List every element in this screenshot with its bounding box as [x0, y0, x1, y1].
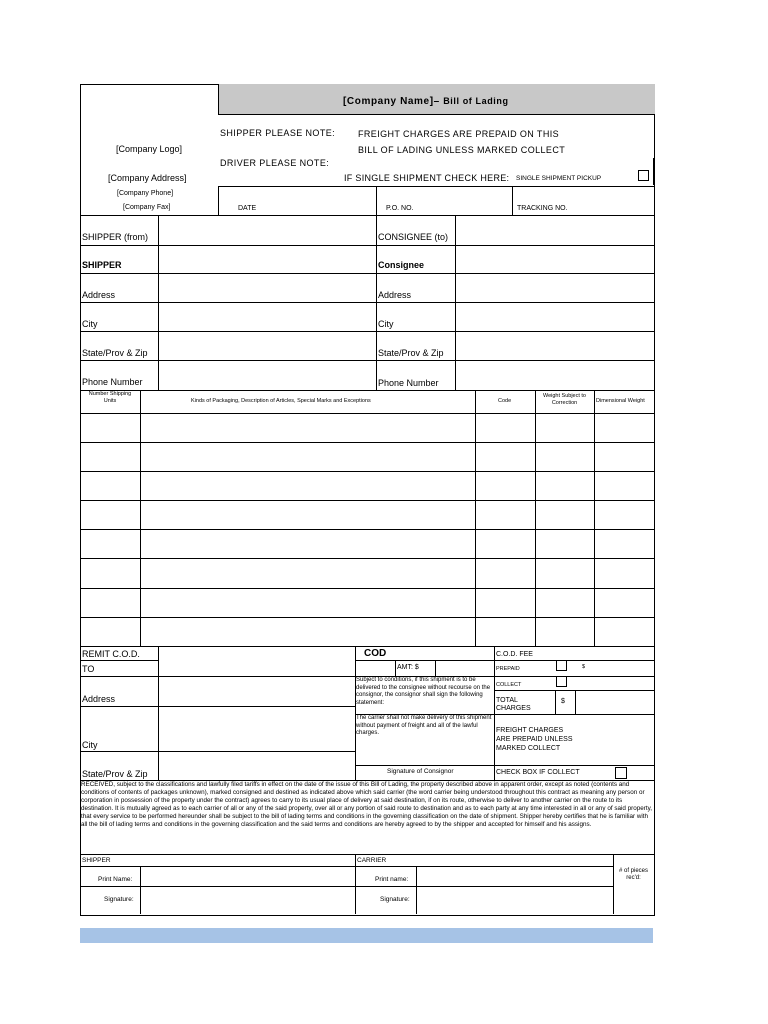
col-desc: Kinds of Packaging, Description of Articles, Special Marks and Exceptions — [191, 398, 371, 404]
single-shipment-label: IF SINGLE SHIPMENT CHECK HERE: — [344, 173, 510, 183]
signature-consignor: Signature of Consignor — [387, 768, 454, 775]
single-shipment-checkbox[interactable] — [638, 170, 649, 181]
total-dollar: $ — [561, 698, 565, 705]
shipper-state-label: State/Prov & Zip — [82, 348, 148, 358]
check-collect-checkbox[interactable] — [615, 767, 627, 779]
carrier-print-name: Print name: — [375, 876, 409, 883]
prepaid-dollar: $ — [582, 664, 586, 670]
consignee-address-label: Address — [378, 290, 412, 300]
company-logo: [Company Logo] — [116, 144, 183, 154]
cod-state-label: State/Prov & Zip — [82, 769, 148, 779]
company-fax: [Company Fax] — [123, 204, 171, 211]
company-phone: [Company Phone] — [117, 190, 174, 197]
carrier-text: The carrier shall not make delivery of this shipment without payment of freight and all of the lawful charges. — [356, 715, 492, 736]
carrier-signature: Signature: — [380, 896, 410, 903]
cod-fee-label: C.O.D. FEE — [496, 651, 533, 658]
doc-title: Bill of Lading — [443, 96, 509, 106]
footer-carrier: CARRIER — [357, 857, 387, 864]
collect-label: COLLECT — [496, 682, 522, 688]
cod-label: COD — [364, 648, 387, 659]
freight-note-2: BILL OF LADING UNLESS MARKED COLLECT — [358, 145, 566, 155]
consignee-to-label: CONSIGNEE (to) — [378, 232, 449, 242]
company-name: [Company Name] — [343, 96, 434, 107]
bottom-bar — [80, 928, 653, 943]
footer-shipper: SHIPPER — [82, 857, 111, 864]
title-line: [Company Name]– Bill of Lading — [343, 96, 509, 107]
shipper-signature: Signature: — [104, 896, 134, 903]
shipper-from-label: SHIPPER (from) — [82, 232, 149, 242]
subject-text: Subject to conditions, if this shipment is to be delivered to the consignee without recourse on the consignor, the consignor shall sign the following statement: — [356, 677, 491, 706]
received-terms: RECEIVED, subject to the classifications and lawfully filed tariffs in effect on the date of the issue of this Bill of Lading, the property described above in apparent order, except as noted (contents and conditions of contents of packages unknown), marked consigned and destined as indicated above which said carrier (the word carrier being understood throughout this contract as meaning any person or corporation in possession of the property under the contract) agrees to carry to its usual place of delivery at said destination, if on its route, otherwise to deliver to another carrier on the route to its destination. It is mutually agreed as to each carrier of all or any of the said property, over all or any portion of said route to destination and as to each party at any time interested in all or any of said property, that every service to be performed hereunder shall be subject to the bill of lading terms and conditions in the governing classification on the date of shipment. Shipper hereby certifies that he is familiar with all the bill of lading terms and conditions in the governing classification and the said terms and conditions are hereby agreed to by the shipper and accepted for himself and his assigns. — [81, 781, 652, 828]
cod-city-label: City — [82, 740, 98, 750]
shipper-print-name: Print Name: — [98, 876, 133, 883]
cod-address-label: Address — [82, 694, 116, 704]
driver-note: DRIVER PLEASE NOTE: — [220, 158, 330, 168]
freight-note-1: FREIGHT CHARGES ARE PREPAID ON THIS — [358, 129, 560, 139]
company-address: [Company Address] — [108, 173, 187, 183]
shipper-label: SHIPPER — [82, 260, 122, 270]
tracking-label: TRACKING NO. — [517, 205, 568, 212]
amt-label: AMT: $ — [397, 664, 419, 671]
shipper-note: SHIPPER PLEASE NOTE: — [220, 128, 336, 138]
shipper-city-label: City — [82, 319, 98, 329]
consignee-state-label: State/Prov & Zip — [378, 348, 444, 358]
charges-label: CHARGES — [496, 705, 531, 712]
consignee-label: Consignee — [378, 260, 425, 270]
shipper-phone-label: Phone Number — [82, 377, 143, 387]
date-label: DATE — [238, 205, 257, 212]
shipper-address-label: Address — [82, 290, 116, 300]
total-label: TOTAL — [496, 697, 518, 704]
consignee-phone-label: Phone Number — [378, 378, 439, 388]
pieces-received: # of pieces rec'd: — [618, 868, 649, 881]
prepaid-checkbox[interactable] — [556, 660, 567, 671]
single-shipment-pickup: SINGLE SHIPMENT PICKUP — [516, 175, 602, 182]
col-dim: Dimensional Weight — [596, 398, 645, 404]
prepaid-label: PREPAID — [496, 666, 520, 672]
col-code: Code — [498, 398, 512, 404]
freight-charges-text: FREIGHT CHARGES ARE PREPAID UNLESS MARKED COLLECT — [496, 727, 573, 752]
check-collect-label: CHECK BOX IF COLLECT — [496, 769, 580, 776]
col-weight: Weight Subject to Correction — [542, 393, 586, 406]
remit-cod-label: REMIT C.O.D. — [82, 649, 140, 659]
collect-checkbox[interactable] — [556, 676, 567, 687]
consignee-city-label: City — [378, 319, 394, 329]
cod-to-label: TO — [82, 664, 95, 674]
po-label: P.O. NO. — [386, 205, 414, 212]
col-units: Number Shipping Units — [88, 391, 132, 404]
